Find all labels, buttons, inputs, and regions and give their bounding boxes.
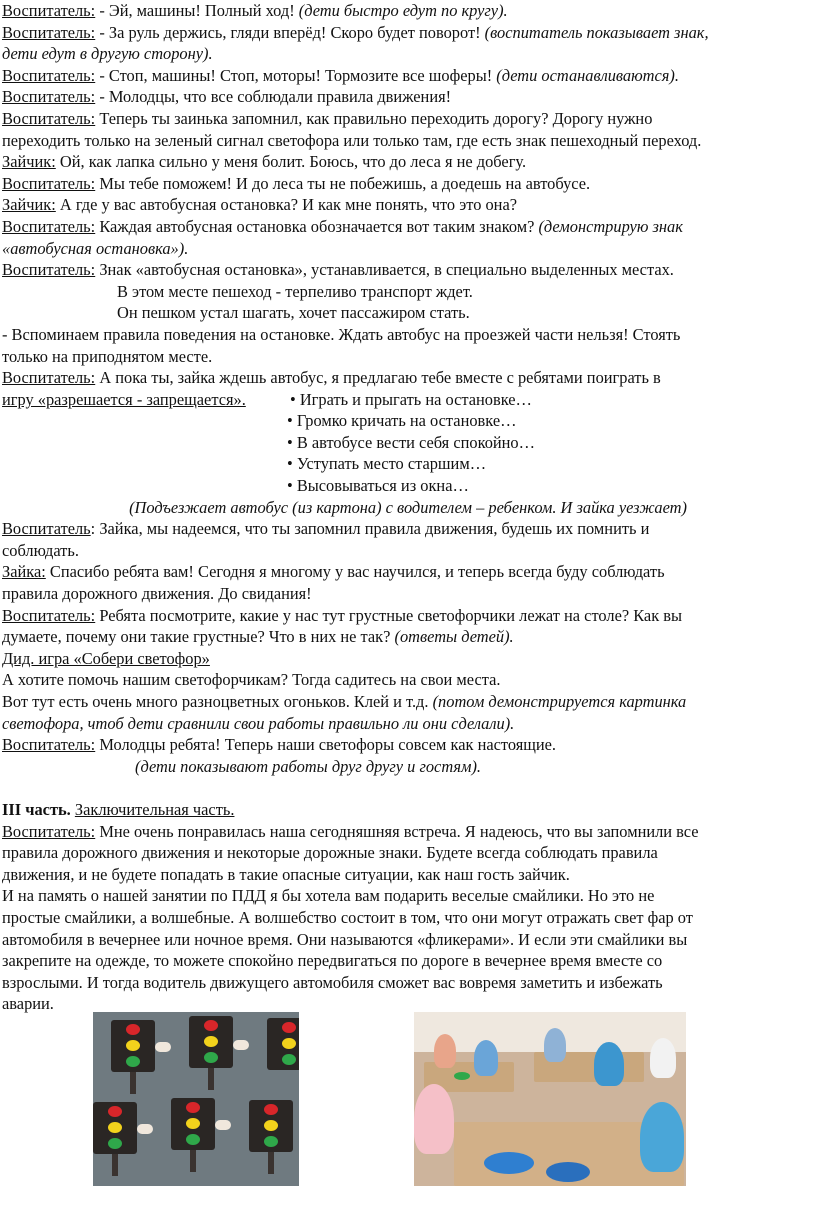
- paper-hand: [233, 1040, 249, 1050]
- speaker: Воспитатель:: [2, 216, 96, 236]
- line-11b: только на приподнятом месте.: [2, 346, 213, 366]
- green-lamp: [126, 1056, 140, 1067]
- line-13b: соблюдать.: [2, 540, 79, 560]
- line-9b: «автобусная остановка»).: [2, 238, 189, 258]
- red-lamp: [264, 1104, 278, 1115]
- poem-line-1: В этом месте пешеход - терпеливо транспорт ждет.: [117, 281, 473, 301]
- child: [414, 1084, 454, 1154]
- speaker: Воспитатель:: [2, 260, 96, 280]
- line-8: [2, 194, 814, 216]
- line-5: [2, 108, 814, 130]
- game-row: [2, 389, 814, 411]
- line-20c: движения, и не будете попадать в такие опасные ситуации, как наш гость зайчик.: [2, 864, 570, 884]
- line-text: - Эй, машины! Полный ход!: [95, 1, 299, 20]
- speaker: Воспитатель:: [2, 87, 96, 107]
- red-lamp: [282, 1022, 296, 1033]
- plate: [454, 1072, 470, 1080]
- part3-heading: [2, 799, 814, 821]
- line-6: [2, 151, 814, 173]
- traffic-light-figure: [93, 1102, 137, 1154]
- paper-hand: [215, 1120, 231, 1130]
- line-text: Вот тут есть очень много разноцветных огоньков. Клей и т.д.: [2, 692, 433, 711]
- child: [474, 1040, 498, 1076]
- stage-note: (дети останавливаются).: [496, 65, 679, 85]
- pole: [190, 1150, 196, 1172]
- line-21c: автомобиля в вечернее или ночное время. Они называются «фликерами». И если эти смайлики вы: [2, 929, 688, 949]
- traffic-light-craft-photo: [93, 1012, 299, 1186]
- traffic-light-figure: [189, 1016, 233, 1068]
- speaker: Воспитатель: [2, 519, 91, 539]
- line-21a: И на память о нашей занятии по ПДД я бы хотела вам подарить веселые смайлики. Но это не: [2, 886, 655, 906]
- line-text: Мне очень понравилась наша сегодняшняя встреча. Я надеюсь, что вы запомнили все: [95, 821, 699, 841]
- line-text: Знак «автобусная остановка», устанавливается, в специально выделенных местах.: [95, 260, 674, 280]
- line-11: - Вспоминаем правила поведения на остановке. Ждать автобус на проезжей части нельзя! Стоять: [2, 324, 681, 344]
- speaker: Зайчик:: [2, 195, 56, 215]
- paper-hand: [137, 1124, 153, 1134]
- bus-note: (Подъезжает автобус (из картона) с водителем – ребенком. И зайка уезжает): [129, 497, 687, 517]
- game2-title: Дид. игра «Собери светофор»: [2, 648, 210, 668]
- line-14b: правила дорожного движения. До свидания!: [2, 584, 312, 604]
- line-13: [2, 518, 814, 540]
- pole: [112, 1154, 118, 1176]
- line-20: [2, 821, 814, 843]
- bullet-item: • Играть и прыгать на остановке…: [290, 389, 532, 409]
- traffic-light-figure: [111, 1020, 155, 1072]
- line-21d: закрепите на одежде, то можете спокойно передвигаться по дороге в вечернее время вместе со: [2, 951, 663, 971]
- line-4: [2, 86, 814, 108]
- yellow-lamp: [108, 1122, 122, 1133]
- photos: [0, 1012, 816, 1192]
- bullet-item: • Уступать место старшим…: [287, 454, 487, 474]
- green-lamp: [282, 1054, 296, 1065]
- line-16: А хотите помочь нашим светофорчикам? Тогда садитесь на свои места.: [2, 670, 501, 690]
- spacer: [2, 777, 814, 799]
- pole: [130, 1072, 136, 1094]
- stage-note: (ответы детей).: [394, 627, 514, 647]
- line-text: думаете, почему они такие грустные? Что в них не так?: [2, 627, 395, 647]
- green-lamp: [186, 1134, 200, 1145]
- traffic-light-figure: [249, 1100, 293, 1152]
- child: [594, 1042, 624, 1086]
- line-15: [2, 605, 814, 627]
- speaker: Воспитатель:: [2, 821, 96, 841]
- traffic-light-figure: [267, 1018, 299, 1070]
- yellow-lamp: [204, 1036, 218, 1047]
- line-2b: дети едут в другую сторону).: [2, 44, 213, 64]
- pole: [268, 1152, 274, 1174]
- line-17b: светофора, чтоб дети сравнили свои работы правильно ли они сделали).: [2, 713, 515, 733]
- speaker: Воспитатель:: [2, 173, 96, 193]
- line-text: Спасибо ребята вам! Сегодня я многому у вас научился, и теперь всегда буду соблюдать: [45, 562, 665, 582]
- child: [640, 1102, 684, 1172]
- line-10: [2, 259, 814, 281]
- line-5b: переходить только на зеленый сигнал светофора или только там, где есть знак пешеходный переход.: [2, 130, 702, 150]
- line-text: А пока ты, зайка ждешь автобус, я предлагаю тебе вместе с ребятами поиграть в: [95, 368, 661, 388]
- plate: [484, 1152, 534, 1174]
- speaker: Зайка:: [2, 562, 46, 582]
- yellow-lamp: [186, 1118, 200, 1129]
- line-1: [2, 0, 814, 22]
- speaker: Воспитатель:: [2, 735, 96, 755]
- line-21f: аварии.: [2, 994, 54, 1014]
- line-12: [2, 367, 814, 389]
- speaker: Воспитатель:: [2, 605, 96, 625]
- line-text: Ребята посмотрите, какие у нас тут грустные светофорчики лежат на столе? Как вы: [95, 605, 683, 625]
- document-page: [2, 0, 814, 1015]
- line-2: [2, 22, 814, 44]
- speaker: Воспитатель:: [2, 65, 96, 85]
- child: [434, 1034, 456, 1068]
- stage-note: (демонстрирую знак: [538, 216, 683, 236]
- bullet-item: • Громко кричать на остановке…: [287, 411, 517, 431]
- bullet-item: • Высовываться из окна…: [287, 476, 469, 496]
- line-19: (дети показывают работы друг другу и гостям).: [135, 756, 481, 776]
- line-text: Каждая автобусная остановка обозначается вот таким знаком?: [95, 216, 539, 236]
- line-15b: [2, 626, 814, 648]
- red-lamp: [126, 1024, 140, 1035]
- yellow-lamp: [126, 1040, 140, 1051]
- green-lamp: [204, 1052, 218, 1063]
- traffic-light-figure: [171, 1098, 215, 1150]
- line-21e: взрослыми. И тогда водитель движущего автомобиля сможет вас вовремя заметить и избежать: [2, 972, 663, 992]
- red-lamp: [186, 1102, 200, 1113]
- line-text: Ой, как лапка сильно у меня болит. Боюсь, что до леса я не добегу.: [55, 152, 527, 172]
- line-14: [2, 561, 814, 583]
- green-lamp: [264, 1136, 278, 1147]
- line-17: [2, 691, 814, 713]
- game-label: игру «разрешается - запрещается».: [2, 389, 246, 409]
- line-7: [2, 173, 814, 195]
- line-text: - Молодцы, что все соблюдали правила движения!: [95, 87, 452, 107]
- line-text: - Стоп, машины! Стоп, моторы! Тормозите все шоферы!: [95, 65, 497, 85]
- red-lamp: [108, 1106, 122, 1117]
- part3-title: Заключительная часть.: [74, 799, 235, 819]
- child: [650, 1038, 676, 1078]
- green-lamp: [108, 1138, 122, 1149]
- game-label-cell: [2, 389, 290, 411]
- line-9: [2, 216, 814, 238]
- red-lamp: [204, 1020, 218, 1031]
- stage-note: (потом демонстрируется картинка: [432, 692, 687, 711]
- line-text: : Зайка, мы надеемся, что ты запомнил правила движения, будешь их помнить и: [90, 519, 650, 539]
- plate: [546, 1162, 590, 1182]
- line-21b: простые смайлики, а волшебные. А волшебство состоит в том, что они могут отражать свет фар от: [2, 907, 693, 927]
- line-3: [2, 65, 814, 87]
- paper-hand: [155, 1042, 171, 1052]
- speaker: Воспитатель:: [2, 368, 96, 388]
- speaker: Зайчик:: [2, 152, 56, 172]
- children-classroom-photo: [414, 1012, 686, 1186]
- part3-bold: III часть.: [2, 799, 71, 819]
- poem-line-2: Он пешком устал шагать, хочет пассажиром стать.: [117, 303, 470, 323]
- child: [544, 1028, 566, 1062]
- yellow-lamp: [282, 1038, 296, 1049]
- line-20b: правила дорожного движения и некоторые дорожные знаки. Будете всегда соблюдать правила: [2, 843, 658, 863]
- bullet-item: • В автобусе вести себя спокойно…: [287, 432, 536, 452]
- pole: [208, 1068, 214, 1090]
- yellow-lamp: [264, 1120, 278, 1131]
- line-18: [2, 734, 814, 756]
- line-text: Мы тебе поможем! И до леса ты не побежишь, а доедешь на автобусе.: [95, 173, 591, 193]
- line-text: Теперь ты заинька запомнил, как правильно переходить дорогу? Дорогу нужно: [95, 108, 653, 128]
- line-text: Молодцы ребята! Теперь наши светофоры совсем как настоящие.: [95, 735, 557, 755]
- speaker: Воспитатель:: [2, 22, 96, 42]
- stage-note: (воспитатель показывает знак,: [484, 22, 709, 42]
- speaker: Воспитатель:: [2, 1, 96, 20]
- line-text: - За руль держись, гляди вперёд! Скоро будет поворот!: [95, 22, 485, 42]
- line-text: А где у вас автобусная остановка? И как мне понять, что это она?: [55, 195, 517, 215]
- speaker: Воспитатель:: [2, 108, 96, 128]
- stage-note: (дети быстро едут по кругу).: [298, 1, 508, 20]
